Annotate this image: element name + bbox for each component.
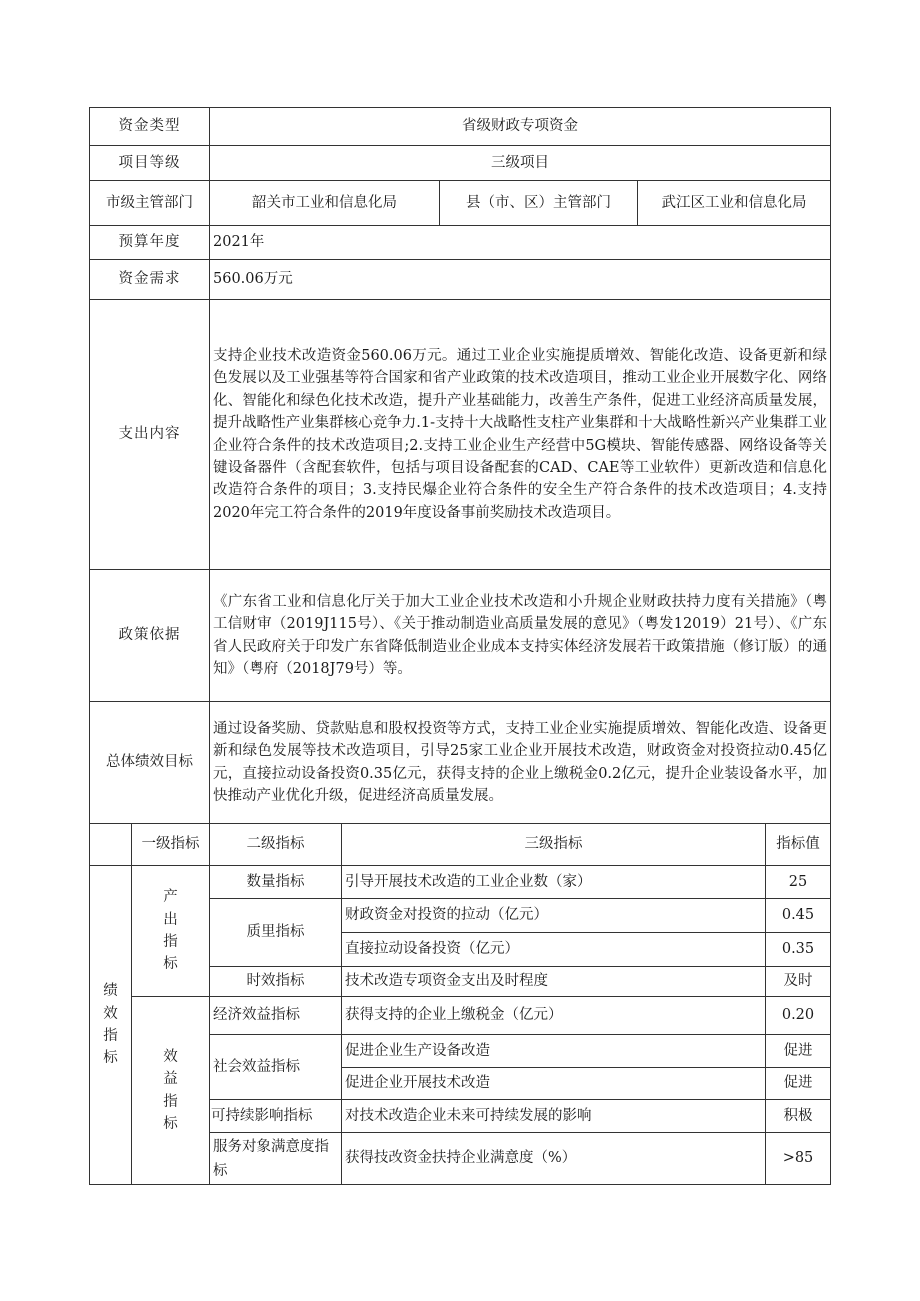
performance-indicator-label: 绩 效 指 标	[90, 866, 132, 1185]
expenditure-text: 支持企业技术改造资金560.06万元。通过工业企业实施提质增效、智能化改造、设备更新和绿色发展以及工业强基等符合国家和省产业政策的技术改造项目，推动工业企业开展数字化、网络化、智能化和绿色化技术改造，提升产业基础能力，改善生产条件，促进工业经济高质量发展，提升战略性产业集群核心竞争力.1-支持十大战略性支柱产业集群和十大战略性新兴产业集群工业企业符合条件的技术改造项目;2.支持工业企业生产经营中5G模块、智能传感器、网络设备等关键设备器件（含配套软件，包括与项目设备配套的CAD、CAE等工业软件）更新改造和信息化改造符合条件的项目；3.支持民爆企业符合条件的安全生产符合条件的技术改造项目；4.支持2020年完工符合条件的2019年度设备事前奖励技术改造项目。	[210, 300, 831, 570]
col-value: 指标值	[766, 824, 831, 866]
col-level2: 二级指标	[210, 824, 342, 866]
county-dept-value: 武江区工业和信息化局	[638, 181, 831, 226]
fund-type-label: 资金类型	[90, 108, 210, 146]
economic-indicator: 经济效益指标	[210, 997, 342, 1035]
indicator-value: >85	[766, 1133, 831, 1185]
indicator-value: 促进	[766, 1035, 831, 1068]
indicator-value: 及时	[766, 967, 831, 997]
sustainable-indicator: 可持续影响指标	[210, 1100, 342, 1133]
row-project-level	[90, 146, 831, 181]
row-policy	[90, 570, 831, 702]
quantity-indicator: 数量指标	[210, 866, 342, 899]
indicator-name: 财政资金对投资的拉动（亿元）	[342, 899, 766, 933]
city-dept-label: 市级主管部门	[90, 181, 210, 226]
expenditure-label: 支出内容	[90, 300, 210, 570]
row-fund-demand	[90, 260, 831, 300]
policy-label: 政策依据	[90, 570, 210, 702]
row-budget-year	[90, 226, 831, 260]
indicator-value: 积极	[766, 1100, 831, 1133]
row-fund-type	[90, 108, 831, 146]
budget-year-label: 预算年度	[90, 226, 210, 260]
county-dept-label: 县（市、区）主管部门	[440, 181, 638, 226]
indicator-name: 引导开展技术改造的工业企业数（家）	[342, 866, 766, 899]
indicator-name: 技术改造专项资金支出及时程度	[342, 967, 766, 997]
row-departments	[90, 181, 831, 226]
fund-demand-label: 资金需求	[90, 260, 210, 300]
col-level1: 一级指标	[132, 824, 210, 866]
social-indicator: 社会效益指标	[210, 1035, 342, 1100]
fund-type-value: 省级财政专项资金	[210, 108, 831, 146]
indicator-value: 0.35	[766, 933, 831, 967]
performance-target-table	[89, 107, 831, 1185]
row-goal	[90, 702, 831, 824]
indicator-value: 25	[766, 866, 831, 899]
indicator-value: 促进	[766, 1068, 831, 1100]
indicator-name: 获得技改资金扶持企业满意度（%）	[342, 1133, 766, 1185]
indicator-value: 0.20	[766, 997, 831, 1035]
indicator-name: 直接拉动设备投资（亿元）	[342, 933, 766, 967]
quality-indicator: 质里指标	[210, 899, 342, 967]
indicator-row	[90, 997, 831, 1035]
goal-label: 总体绩效目标	[90, 702, 210, 824]
indicator-value: 0.45	[766, 899, 831, 933]
goal-text: 通过设备奖励、贷款贴息和股权投资等方式，支持工业企业实施提质增效、智能化改造、设备更新和绿色发展等技术改造项目，引导25家工业企业开展技术改造，财政资金对投资拉动0.45亿元，直接拉动设备投资0.35亿元，获得支持的企业上缴税金0.2亿元，提升企业装设备水平，加快推动产业优化升级，促进经济高质量发展。	[210, 702, 831, 824]
satisfaction-indicator: 服务对象满意度指标	[210, 1133, 342, 1185]
city-dept-value: 韶关市工业和信息化局	[210, 181, 440, 226]
project-level-value: 三级项目	[210, 146, 831, 181]
indicator-name: 促进企业开展技术改造	[342, 1068, 766, 1100]
timeliness-indicator: 时效指标	[210, 967, 342, 997]
col-level3: 三级指标	[342, 824, 766, 866]
indicator-row	[90, 866, 831, 899]
output-indicator-label: 产 出 指 标	[132, 866, 210, 997]
indicator-name: 获得支持的企业上缴税金（亿元）	[342, 997, 766, 1035]
blank-cell	[90, 824, 132, 866]
benefit-indicator-label: 效 益 指 标	[132, 997, 210, 1185]
project-level-label: 项目等级	[90, 146, 210, 181]
policy-text: 《广东省工业和信息化厅关于加大工业企业技术改造和小升规企业财政扶持力度有关措施》（粤工信财审（2019J115号）、《关于推动制造业高质量发展的意见》（粤发12019）21号）、《广东省人民政府关于印发广东省降低制造业企业成本支持实体经济发展若干政策措施（修订版）的通知》（粤府（2018J79号）等。	[210, 570, 831, 702]
indicator-name: 对技术改造企业未来可持续发展的影响	[342, 1100, 766, 1133]
budget-year-value: 2021年	[210, 226, 831, 260]
fund-demand-value: 560.06万元	[210, 260, 831, 300]
indicator-header-row	[90, 824, 831, 866]
row-expenditure	[90, 300, 831, 570]
indicator-name: 促进企业生产设备改造	[342, 1035, 766, 1068]
